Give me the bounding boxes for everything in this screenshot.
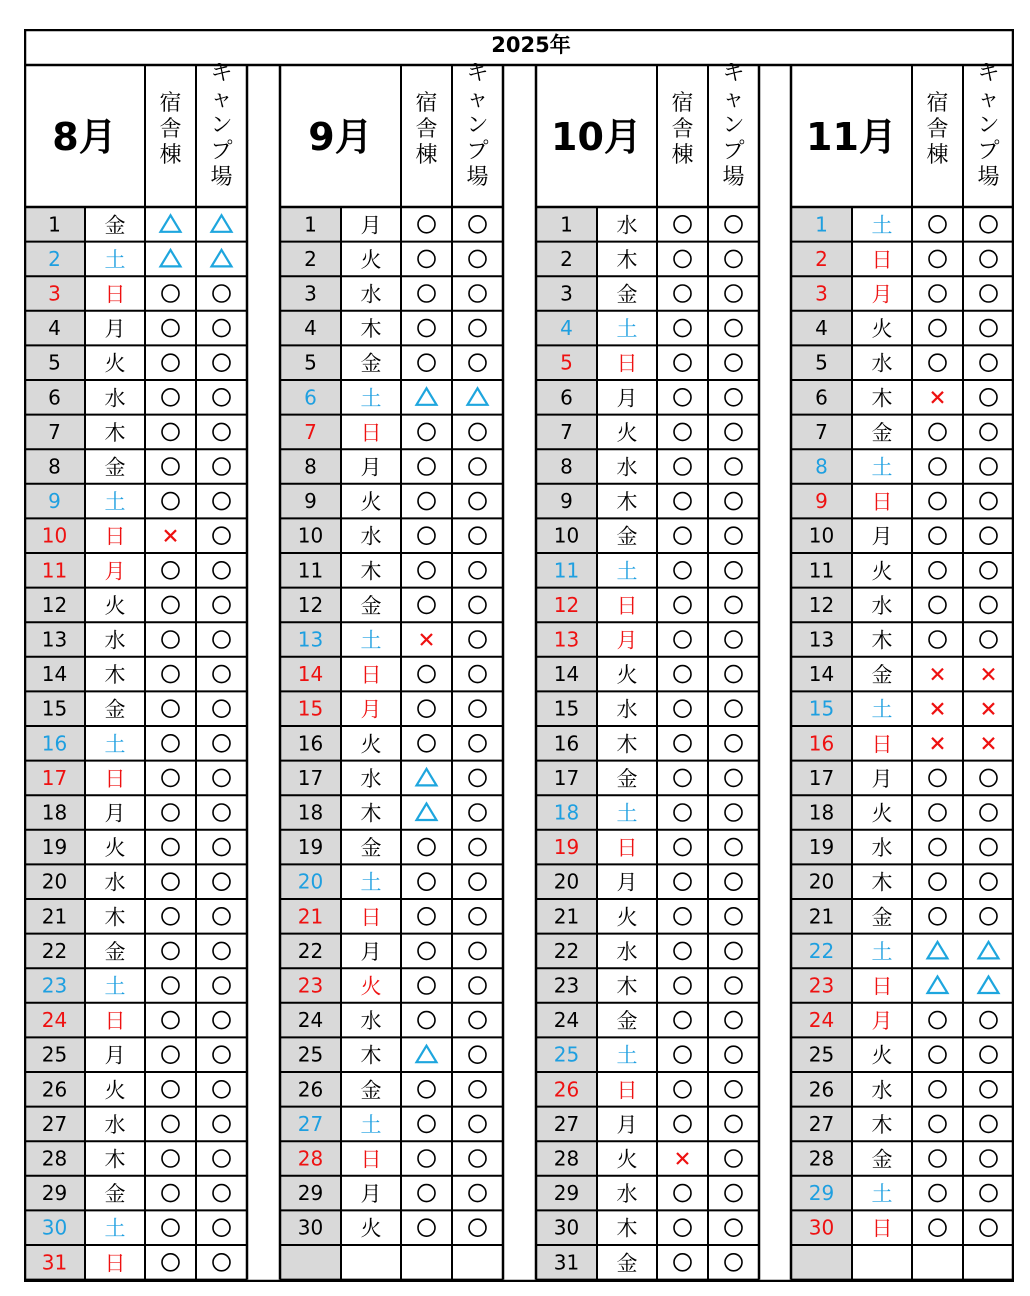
weekday-label: 金: [616, 766, 638, 791]
day-number: 16: [297, 731, 324, 756]
day-number: 5: [560, 350, 573, 375]
weekday-label: 月: [616, 870, 638, 895]
weekday-label: 土: [360, 870, 382, 895]
lodge-column-header: [671, 91, 693, 168]
day-number: 26: [808, 1077, 835, 1102]
day-number: 2: [815, 246, 828, 271]
day-number: 8: [304, 454, 317, 479]
day-number: 5: [48, 350, 61, 375]
day-number: 4: [560, 316, 573, 341]
lodge-column-header: [159, 91, 181, 168]
campsite-column-header-char: 場: [722, 165, 745, 190]
day-number: 31: [553, 1250, 580, 1275]
day-number: 18: [297, 800, 324, 825]
day-number: 26: [297, 1077, 324, 1102]
campsite-column-header-char: ン: [722, 113, 745, 138]
day-number: 7: [815, 419, 828, 444]
weekday-label: 水: [871, 1078, 893, 1103]
day-number: 17: [41, 765, 68, 790]
day-number: 24: [808, 1008, 835, 1033]
day-number: 15: [808, 696, 835, 721]
weekday-label: 金: [616, 282, 638, 307]
day-number: 7: [48, 419, 61, 444]
weekday-label: 月: [871, 282, 893, 307]
calendar-grid: [24, 29, 1014, 1282]
weekday-label: 火: [104, 593, 126, 618]
day-number: 27: [41, 1111, 68, 1136]
weekday-label: 水: [104, 628, 126, 653]
day-number: 27: [808, 1111, 835, 1136]
weekday-label: 月: [104, 1043, 126, 1068]
weekday-label: 火: [360, 490, 382, 515]
weekday-label: 土: [360, 386, 382, 411]
day-number: 16: [41, 731, 68, 756]
day-number: 10: [808, 523, 835, 548]
day-number: 29: [41, 1181, 68, 1206]
day-number: 1: [560, 212, 573, 237]
day-number: 20: [41, 869, 68, 894]
day-number: 21: [808, 904, 835, 929]
lodge-column-header-char: 宿: [159, 91, 182, 116]
day-number: 29: [553, 1181, 580, 1206]
weekday-label: 日: [616, 1078, 638, 1103]
day-number: 28: [553, 1146, 580, 1171]
lodge-column-header-char: 棟: [415, 143, 438, 168]
day-number: 16: [553, 731, 580, 756]
weekday-label: 日: [616, 593, 638, 618]
day-number: 29: [297, 1181, 324, 1206]
lodge-column-header-char: 棟: [671, 143, 694, 168]
day-number: 7: [560, 419, 573, 444]
campsite-column-header-char: キ: [722, 61, 745, 86]
day-number: 17: [808, 765, 835, 790]
weekday-label: 月: [360, 213, 382, 238]
lodge-column-header-char: 宿: [671, 91, 694, 116]
day-number: 3: [560, 281, 573, 306]
weekday-label: 金: [104, 1182, 126, 1207]
day-number: 26: [553, 1077, 580, 1102]
day-number: 27: [553, 1111, 580, 1136]
weekday-label: 金: [104, 213, 126, 238]
day-number: 18: [41, 800, 68, 825]
day-number: 1: [48, 212, 61, 237]
day-number: 11: [808, 558, 835, 583]
day-number: 3: [48, 281, 61, 306]
weekday-label: 火: [360, 732, 382, 757]
day-number: 9: [560, 489, 573, 514]
day-number: 2: [48, 246, 61, 271]
weekday-label: 水: [616, 455, 638, 480]
day-number: 1: [304, 212, 317, 237]
day-number: 14: [808, 662, 835, 687]
weekday-label: 金: [871, 663, 893, 688]
weekday-label: 金: [360, 836, 382, 861]
weekday-label: 水: [616, 939, 638, 964]
day-number: 11: [41, 558, 68, 583]
weekday-label: 水: [871, 351, 893, 376]
weekday-label: 土: [616, 1043, 638, 1068]
weekday-label: 日: [104, 282, 126, 307]
day-number: 23: [808, 973, 835, 998]
campsite-column-header-char: プ: [210, 139, 233, 164]
weekday-label: 火: [871, 801, 893, 826]
day-number: 2: [304, 246, 317, 271]
weekday-label: 水: [871, 836, 893, 861]
weekday-label: 日: [360, 420, 382, 445]
day-number: 1: [815, 212, 828, 237]
weekday-label: 木: [104, 420, 126, 445]
day-number: 20: [553, 869, 580, 894]
weekday-label: 月: [360, 939, 382, 964]
day-number: 10: [553, 523, 580, 548]
day-number: 24: [553, 1008, 580, 1033]
day-number: 24: [297, 1008, 324, 1033]
weekday-label: 日: [616, 836, 638, 861]
weekday-label: 火: [104, 351, 126, 376]
day-number: 16: [808, 731, 835, 756]
campsite-column-header-char: ャ: [210, 87, 233, 112]
weekday-label: 木: [616, 1216, 638, 1241]
day-number: 7: [304, 419, 317, 444]
campsite-column-header-char: ン: [466, 113, 489, 138]
lodge-column-header-char: 宿: [415, 91, 438, 116]
day-number: 13: [808, 627, 835, 652]
day-number: 14: [41, 662, 68, 687]
day-number: 17: [297, 765, 324, 790]
day-number: 6: [815, 385, 828, 410]
weekday-label: 木: [360, 317, 382, 342]
day-number: 12: [808, 592, 835, 617]
weekday-label: 火: [616, 663, 638, 688]
day-number: 26: [41, 1077, 68, 1102]
weekday-label: 木: [104, 663, 126, 688]
weekday-label: 金: [616, 1009, 638, 1034]
weekday-label: 木: [104, 905, 126, 930]
day-number: 23: [297, 973, 324, 998]
weekday-label: 月: [871, 524, 893, 549]
weekday-label: 土: [104, 490, 126, 515]
weekday-label: 土: [871, 697, 893, 722]
campsite-column-header-char: 場: [977, 165, 1000, 190]
weekday-label: 土: [104, 732, 126, 757]
day-number: 8: [560, 454, 573, 479]
weekday-label: 水: [104, 870, 126, 895]
day-number: 11: [297, 558, 324, 583]
day-number: 22: [41, 938, 68, 963]
weekday-label: 日: [104, 524, 126, 549]
weekday-label: 火: [360, 974, 382, 999]
month-label: 10月: [551, 115, 642, 159]
day-number: 15: [297, 696, 324, 721]
weekday-label: 月: [104, 801, 126, 826]
campsite-column-header-char: キ: [977, 61, 1000, 86]
weekday-label: 木: [616, 974, 638, 999]
weekday-label: 月: [104, 317, 126, 342]
month-label: 9月: [308, 115, 373, 159]
day-number: 22: [553, 938, 580, 963]
day-number: 28: [808, 1146, 835, 1171]
day-number: 13: [41, 627, 68, 652]
day-number: 14: [297, 662, 324, 687]
weekday-label: 水: [616, 697, 638, 722]
day-number: 2: [560, 246, 573, 271]
weekday-label: 火: [871, 559, 893, 584]
day-number: 28: [41, 1146, 68, 1171]
weekday-label: 木: [360, 559, 382, 584]
day-number: 17: [553, 765, 580, 790]
day-number: 19: [297, 835, 324, 860]
weekday-label: 水: [360, 524, 382, 549]
campsite-column-header-char: プ: [722, 139, 745, 164]
day-number: 24: [41, 1008, 68, 1033]
weekday-label: 木: [616, 490, 638, 515]
day-number: 6: [560, 385, 573, 410]
campsite-column-header-char: プ: [977, 139, 1000, 164]
day-number: 18: [553, 800, 580, 825]
weekday-label: 金: [104, 939, 126, 964]
day-number: 31: [41, 1250, 68, 1275]
day-number: 4: [815, 316, 828, 341]
month-label: 11月: [806, 115, 897, 159]
weekday-label: 火: [871, 1043, 893, 1068]
day-number: 18: [808, 800, 835, 825]
weekday-label: 月: [616, 386, 638, 411]
day-number: 28: [297, 1146, 324, 1171]
weekday-label: 金: [104, 697, 126, 722]
day-number: 13: [553, 627, 580, 652]
lodge-column-header-char: 舎: [926, 117, 949, 142]
weekday-label: 日: [616, 351, 638, 376]
campsite-column-header-char: 場: [210, 165, 233, 190]
weekday-label: 金: [360, 351, 382, 376]
weekday-label: 日: [104, 766, 126, 791]
day-number: 13: [297, 627, 324, 652]
weekday-label: 火: [104, 836, 126, 861]
weekday-label: 火: [360, 247, 382, 272]
campsite-column-header-char: キ: [466, 61, 489, 86]
weekday-label: 土: [871, 213, 893, 238]
weekday-label: 火: [871, 317, 893, 342]
weekday-label: 水: [616, 213, 638, 238]
campsite-column-header-char: ャ: [466, 87, 489, 112]
weekday-label: 月: [871, 766, 893, 791]
day-number: 27: [297, 1111, 324, 1136]
day-number: 22: [297, 938, 324, 963]
day-number: 30: [297, 1215, 324, 1240]
weekday-label: 火: [616, 905, 638, 930]
weekday-label: 土: [871, 1182, 893, 1207]
day-number: 6: [304, 385, 317, 410]
lodge-column-header-char: 舎: [671, 117, 694, 142]
weekday-label: 土: [104, 1216, 126, 1241]
lodge-column-header-char: 宿: [926, 91, 949, 116]
day-number: 12: [41, 592, 68, 617]
day-number: 9: [304, 489, 317, 514]
weekday-label: 土: [104, 247, 126, 272]
day-number: 12: [297, 592, 324, 617]
weekday-label: 土: [616, 801, 638, 826]
weekday-label: 木: [616, 247, 638, 272]
weekday-label: 水: [871, 593, 893, 618]
weekday-label: 月: [360, 697, 382, 722]
day-number: 12: [553, 592, 580, 617]
campsite-column-header-char: ャ: [722, 87, 745, 112]
weekday-label: 木: [104, 1147, 126, 1172]
day-number: 10: [297, 523, 324, 548]
day-number: 4: [48, 316, 61, 341]
day-number: 19: [808, 835, 835, 860]
day-number: 30: [553, 1215, 580, 1240]
weekday-label: 木: [871, 1112, 893, 1137]
campsite-column-header-char: ン: [210, 113, 233, 138]
day-number: 3: [815, 281, 828, 306]
weekday-label: 金: [616, 1251, 638, 1276]
campsite-column-header: [210, 61, 232, 190]
weekday-label: 水: [616, 1182, 638, 1207]
weekday-label: 土: [616, 317, 638, 342]
day-number: 19: [41, 835, 68, 860]
lodge-column-header: [926, 91, 948, 168]
day-number: 5: [304, 350, 317, 375]
weekday-label: 金: [104, 455, 126, 480]
lodge-column-header-char: 舎: [415, 117, 438, 142]
weekday-label: 金: [871, 1147, 893, 1172]
day-number: 15: [41, 696, 68, 721]
day-number: 8: [48, 454, 61, 479]
weekday-label: 日: [360, 905, 382, 930]
day-number: 4: [304, 316, 317, 341]
day-number: 3: [304, 281, 317, 306]
weekday-label: 火: [360, 1216, 382, 1241]
lodge-column-header-char: 棟: [926, 143, 949, 168]
day-number: 29: [808, 1181, 835, 1206]
weekday-label: 火: [104, 1078, 126, 1103]
weekday-label: 日: [871, 974, 893, 999]
weekday-label: 月: [616, 628, 638, 653]
day-number: 9: [48, 489, 61, 514]
day-number: 30: [808, 1215, 835, 1240]
weekday-label: 月: [104, 559, 126, 584]
day-number: 10: [41, 523, 68, 548]
weekday-label: 日: [360, 663, 382, 688]
day-number: 21: [41, 904, 68, 929]
weekday-label: 木: [360, 1043, 382, 1068]
day-number: 9: [815, 489, 828, 514]
weekday-label: 土: [360, 1112, 382, 1137]
campsite-column-header-char: ン: [977, 113, 1000, 138]
weekday-label: 日: [360, 1147, 382, 1172]
weekday-label: 月: [871, 1009, 893, 1034]
day-number: 8: [815, 454, 828, 479]
weekday-label: 水: [104, 386, 126, 411]
weekday-label: 日: [871, 732, 893, 757]
campsite-column-header-char: ャ: [977, 87, 1000, 112]
campsite-column-header-char: キ: [210, 61, 233, 86]
weekday-label: 水: [360, 282, 382, 307]
day-number: 25: [553, 1042, 580, 1067]
weekday-label: 土: [871, 939, 893, 964]
weekday-label: 木: [871, 870, 893, 895]
weekday-label: 金: [360, 593, 382, 618]
lodge-column-header: [415, 91, 437, 168]
weekday-label: 木: [871, 386, 893, 411]
weekday-label: 金: [871, 420, 893, 445]
weekday-label: 水: [104, 1112, 126, 1137]
day-number: 21: [297, 904, 324, 929]
weekday-label: 土: [871, 455, 893, 480]
weekday-label: 木: [360, 801, 382, 826]
day-number: 25: [297, 1042, 324, 1067]
weekday-label: 土: [360, 628, 382, 653]
day-number: 20: [297, 869, 324, 894]
weekday-label: 土: [104, 974, 126, 999]
weekday-label: 日: [871, 247, 893, 272]
weekday-label: 日: [871, 1216, 893, 1241]
weekday-label: 月: [616, 1112, 638, 1137]
campsite-column-header: [722, 61, 744, 190]
day-number: 23: [553, 973, 580, 998]
day-number: 15: [553, 696, 580, 721]
campsite-column-header-char: プ: [466, 139, 489, 164]
availability-calendar: [24, 29, 1014, 1282]
weekday-label: 日: [104, 1009, 126, 1034]
month-label: 8月: [52, 115, 117, 159]
day-number: 6: [48, 385, 61, 410]
day-cell-bg: [280, 1245, 341, 1280]
day-number: 21: [553, 904, 580, 929]
weekday-label: 水: [360, 766, 382, 791]
day-cell-bg: [791, 1245, 852, 1280]
weekday-label: 日: [104, 1251, 126, 1276]
day-number: 11: [553, 558, 580, 583]
day-number: 25: [41, 1042, 68, 1067]
day-number: 23: [41, 973, 68, 998]
weekday-label: 木: [871, 628, 893, 653]
weekday-label: 水: [360, 1009, 382, 1034]
day-number: 22: [808, 938, 835, 963]
campsite-column-header-char: 場: [466, 165, 489, 190]
weekday-label: 金: [871, 905, 893, 930]
weekday-label: 日: [871, 490, 893, 515]
weekday-label: 土: [616, 559, 638, 584]
weekday-label: 金: [616, 524, 638, 549]
weekday-label: 月: [360, 455, 382, 480]
weekday-label: 金: [360, 1078, 382, 1103]
campsite-column-header: [977, 61, 999, 190]
lodge-column-header-char: 棟: [159, 143, 182, 168]
day-number: 25: [808, 1042, 835, 1067]
day-number: 14: [553, 662, 580, 687]
calendar-title: 2025年: [491, 33, 571, 57]
day-number: 30: [41, 1215, 68, 1240]
weekday-label: 月: [360, 1182, 382, 1207]
weekday-label: 火: [616, 1147, 638, 1172]
lodge-column-header-char: 舎: [159, 117, 182, 142]
day-number: 19: [553, 835, 580, 860]
campsite-column-header: [466, 61, 488, 190]
day-number: 20: [808, 869, 835, 894]
weekday-label: 火: [616, 420, 638, 445]
day-number: 5: [815, 350, 828, 375]
weekday-label: 木: [616, 732, 638, 757]
